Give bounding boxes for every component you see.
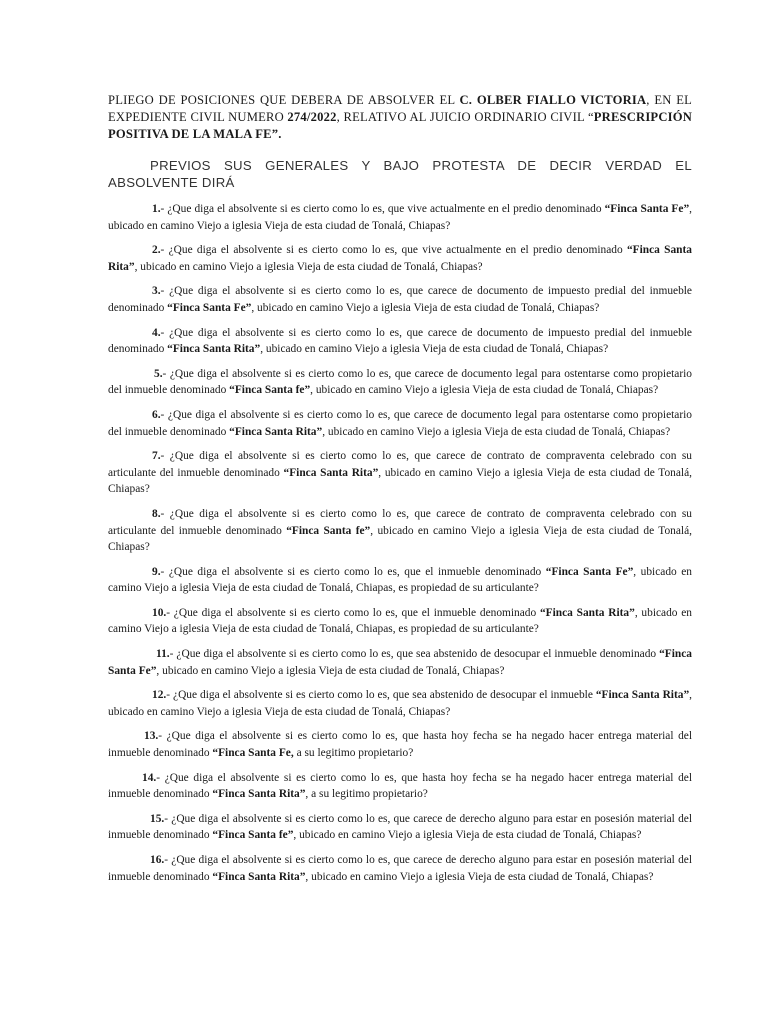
question-text-end: , ubicado en camino Viejo a iglesia Vieja de esta ciudad de Tonalá, Chiapas? (108, 466, 692, 496)
question-text-end: , ubicado en camino Viejo a iglesia Vieja de esta ciudad de Tonalá, Chiapas? (310, 384, 659, 397)
question-item (108, 448, 692, 498)
question-text: - ¿Que diga el absolvente si es cierto como lo es, que carece de contrato de compraventa celebrado con su articulante del inmueble denominado (108, 507, 692, 537)
finca-name: “Finca Santa Fe, (212, 747, 294, 760)
question-number: 1. (152, 203, 161, 215)
question-item (108, 852, 692, 885)
finca-name: “Finca Santa Fe” (108, 648, 692, 677)
question-item (108, 811, 692, 844)
question-text-end: , a su legitimo propietario? (305, 788, 428, 801)
finca-name: “Finca Santa Rita” (212, 788, 306, 801)
question-text: - ¿Que diga el absolvente si es cierto como lo es, que hasta hoy fecha se ha negado hacer entrega material del inmueble denominado (108, 771, 692, 801)
question-item (108, 770, 692, 803)
header-text-1: PLIEGO DE POSICIONES QUE DEBERA DE ABSOLVER EL (108, 93, 460, 107)
question-text-end: , ubicado en camino Viejo a iglesia Vieja de esta ciudad de Tonalá, Chiapas? (260, 343, 609, 356)
finca-name: “Finca Santa Rita” (595, 689, 690, 702)
question-text-end: , ubicado en camino Viejo a iglesia Vieja de esta ciudad de Tonalá, Chiapas? (251, 301, 600, 314)
header-text-2: , EN EL EXPEDIENTE CIVIL NUMERO (108, 93, 692, 124)
question-text-end: , ubicado en camino Viejo a iglesia Vieja de esta ciudad de Tonalá, Chiapas, es propiedad de su articulante? (108, 606, 692, 636)
question-text: - ¿Que diga el absolvente si es cierto como lo es, que vive actualmente en el predio denominado (160, 244, 627, 257)
question-text: - ¿Que diga el absolvente si es cierto como lo es, que carece de documento de impuesto predial del inmueble denominado (108, 326, 692, 356)
question-text: - ¿Que diga el absolvente si es cierto como lo es, que el inmueble denominado (166, 606, 540, 619)
question-text-end: , ubicado en camino Viejo a iglesia Vieja de esta ciudad de Tonalá, Chiapas? (322, 425, 671, 438)
question-text-end: , ubicado en camino Viejo a iglesia Vieja de esta ciudad de Tonalá, Chiapas? (305, 870, 654, 883)
question-number: 2. (152, 244, 161, 257)
question-number: 10. (152, 606, 167, 619)
finca-name: “Finca Santa fe” (212, 829, 294, 842)
question-number: 3. (152, 285, 161, 298)
question-number: 4. (152, 326, 161, 339)
question-item (108, 687, 692, 720)
question-item (108, 242, 692, 275)
question-text: - ¿Que diga el absolvente si es cierto como lo es, que carece de documento legal para ostentarse como propietario del inmueble denominado (108, 408, 692, 438)
question-number: 8. (152, 507, 161, 520)
finca-name: “Finca Santa Fe” (604, 203, 690, 215)
question-text: - ¿Que diga el absolvente si es cierto como lo es, que hasta hoy fecha se ha negado hacer entrega material del inmueble denominado (108, 730, 692, 760)
question-text-end: , ubicado en camino Viejo a iglesia Vieja de esta ciudad de Tonalá, Chiapas? (108, 524, 692, 554)
question-number: 16. (150, 854, 165, 866)
finca-name: “Finca Santa Rita” (283, 466, 379, 479)
finca-name: “Finca Santa Rita” (212, 870, 306, 883)
question-item (108, 605, 692, 638)
question-text: - ¿Que diga el absolvente si es cierto como lo es, que carece de documento de impuesto predial del inmueble denominado (108, 285, 692, 314)
question-text: - ¿Que diga el absolvente si es cierto como lo es, que vive actualmente en el predio denominado (160, 203, 605, 215)
question-text: - ¿Que diga el absolvente si es cierto como lo es, que carece de documento legal para ostentarse como propietario del inmueble denominado (108, 367, 692, 397)
question-item (108, 646, 692, 679)
finca-name: “Finca Santa fe” (229, 384, 311, 397)
juicio-title: PRESCRIPCIÓN POSITIVA DE LA MALA FE”. (108, 110, 693, 141)
question-text-end: , ubicado en camino Viejo a iglesia Vieja de esta ciudad de Tonalá, Chiapas? (108, 203, 692, 232)
question-number: 11. (156, 648, 170, 661)
question-text-end: , ubicado en camino Viejo a iglesia Vieja de esta ciudad de Tonalá, Chiapas? (108, 689, 692, 718)
header-text-3: , RELATIVO AL JUICIO ORDINARIO CIVIL “ (336, 110, 594, 124)
question-number: 9. (152, 565, 161, 578)
question-item (108, 325, 692, 358)
finca-name: “Finca Santa Rita” (229, 425, 323, 438)
intro-paragraph: PREVIOS SUS GENERALES Y BAJO PROTESTA DE DECIR VERDAD EL ABSOLVENTE DIRÁ (108, 158, 692, 190)
finca-name: “Finca Santa Fe” (167, 301, 252, 314)
question-item (108, 407, 692, 440)
question-number: 12. (152, 689, 167, 702)
question-item (108, 506, 692, 556)
finca-name: “Finca Santa Rita” (539, 606, 635, 619)
expediente-number: 274/2022 (287, 110, 337, 124)
question-text-end: a su legitimo propietario? (293, 747, 414, 760)
document-header (108, 92, 692, 143)
question-text-end: , ubicado en camino Viejo a iglesia Vieja de esta ciudad de Tonalá, Chiapas? (293, 829, 642, 842)
question-item (108, 201, 692, 234)
question-text: - ¿Que diga el absolvente si es cierto como lo es, que el inmueble denominado (160, 565, 546, 578)
question-text: - ¿Que diga el absolvente si es cierto como lo es, que carece de derecho alguno para estar en posesión material del inmueble denominado (108, 812, 692, 842)
absolvente-name: C. OLBER FIALLO VICTORIA (459, 93, 647, 107)
question-number: 5. (154, 367, 163, 380)
question-text-end: , ubicado en camino Viejo a iglesia Vieja de esta ciudad de Tonalá, Chiapas? (134, 260, 483, 273)
question-text-end: , ubicado en camino Viejo a iglesia Vieja de esta ciudad de Tonalá, Chiapas, es propiedad de su articulante? (108, 565, 692, 595)
question-number: 13. (144, 730, 159, 743)
question-text: - ¿Que diga el absolvente si es cierto como lo es, que sea abstenido de desocupar el inmueble denominado (169, 648, 660, 661)
question-item (108, 564, 692, 597)
question-number: 7. (152, 450, 161, 463)
question-item (108, 283, 692, 316)
finca-name: “Finca Santa fe” (286, 524, 371, 537)
question-number: 14. (142, 771, 157, 784)
questions-list (108, 201, 692, 885)
question-item (108, 728, 692, 761)
question-text: - ¿Que diga el absolvente si es cierto como lo es, que sea abstenido de desocupar el inmueble (166, 689, 596, 702)
question-number: 6. (152, 408, 161, 421)
question-text-end: , ubicado en camino Viejo a iglesia Vieja de esta ciudad de Tonalá, Chiapas? (156, 664, 505, 677)
question-text: - ¿Que diga el absolvente si es cierto como lo es, que carece de contrato de compraventa celebrado con su articulante del inmueble denominado (108, 450, 692, 479)
question-item (108, 366, 692, 399)
finca-name: “Finca Santa Fe” (545, 565, 634, 578)
question-text: - ¿Que diga el absolvente si es cierto como lo es, que carece de derecho alguno para estar en posesión material del inmueble denominado (108, 854, 692, 883)
question-number: 15. (150, 812, 165, 825)
finca-name: “Finca Santa Rita” (167, 343, 261, 356)
finca-name: “Finca Santa Rita” (108, 244, 692, 273)
